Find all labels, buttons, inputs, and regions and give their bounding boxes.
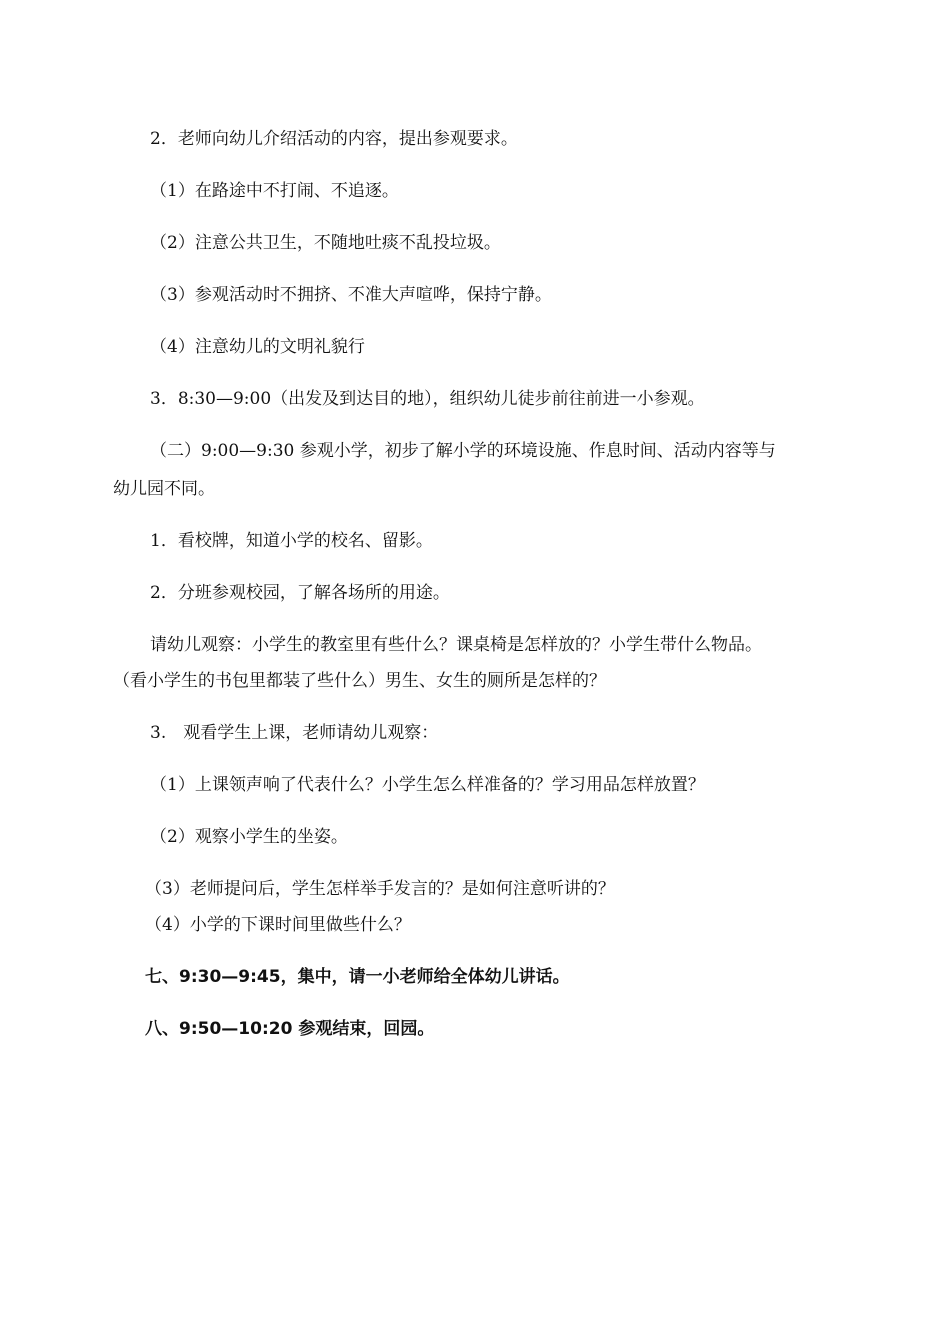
step-3-departure: 3．8:30—9:00（出发及到达目的地），组织幼儿徒步前往前进一小参观。 [150,389,705,409]
step-2-intro: 2．老师向幼儿介绍活动的内容，提出参观要求。 [150,129,518,149]
rule-4: （4）注意幼儿的文明礼貌行 [150,337,365,357]
section-2-heading-cont: 幼儿园不同。 [113,479,215,499]
rule-2: （2）注意公共卫生，不随地吐痰不乱投垃圾。 [150,233,501,253]
rule-1: （1）在路途中不打闹、不追逐。 [150,181,399,201]
rule-3: （3）参观活动时不拥挤、不准大声喧哗，保持宁静。 [150,285,552,305]
item-1-school-sign: 1．看校牌，知道小学的校名、留影。 [150,531,433,551]
item-3-watch-class: 3. 观看学生上课，老师请幼儿观察： [150,723,439,743]
section-2-heading: （二）9:00—9:30 参观小学，初步了解小学的环境设施、作息时间、活动内容等与 [150,441,776,461]
section-7: 七、9:30—9:45，集中，请一小老师给全体幼儿讲话。 [145,967,570,987]
class-obs-4: （4）小学的下课时间里做些什么？ [145,915,411,935]
class-obs-3: （3）老师提问后，学生怎样举手发言的？是如何注意听讲的？ [145,879,615,899]
class-obs-2: （2）观察小学生的坐姿。 [150,827,348,847]
item-2-campus-tour: 2．分班参观校园，了解各场所的用途。 [150,583,450,603]
observation-prompt: 请幼儿观察：小学生的教室里有些什么？课桌椅是怎样放的？小学生带什么物品。 [150,635,762,655]
section-8: 八、9:50—10:20 参观结束，回园。 [145,1019,435,1039]
observation-prompt-cont: （看小学生的书包里都装了些什么）男生、女生的厕所是怎样的？ [113,671,606,691]
class-obs-1: （1）上课领声响了代表什么？小学生怎么样准备的？学习用品怎样放置？ [150,775,705,795]
